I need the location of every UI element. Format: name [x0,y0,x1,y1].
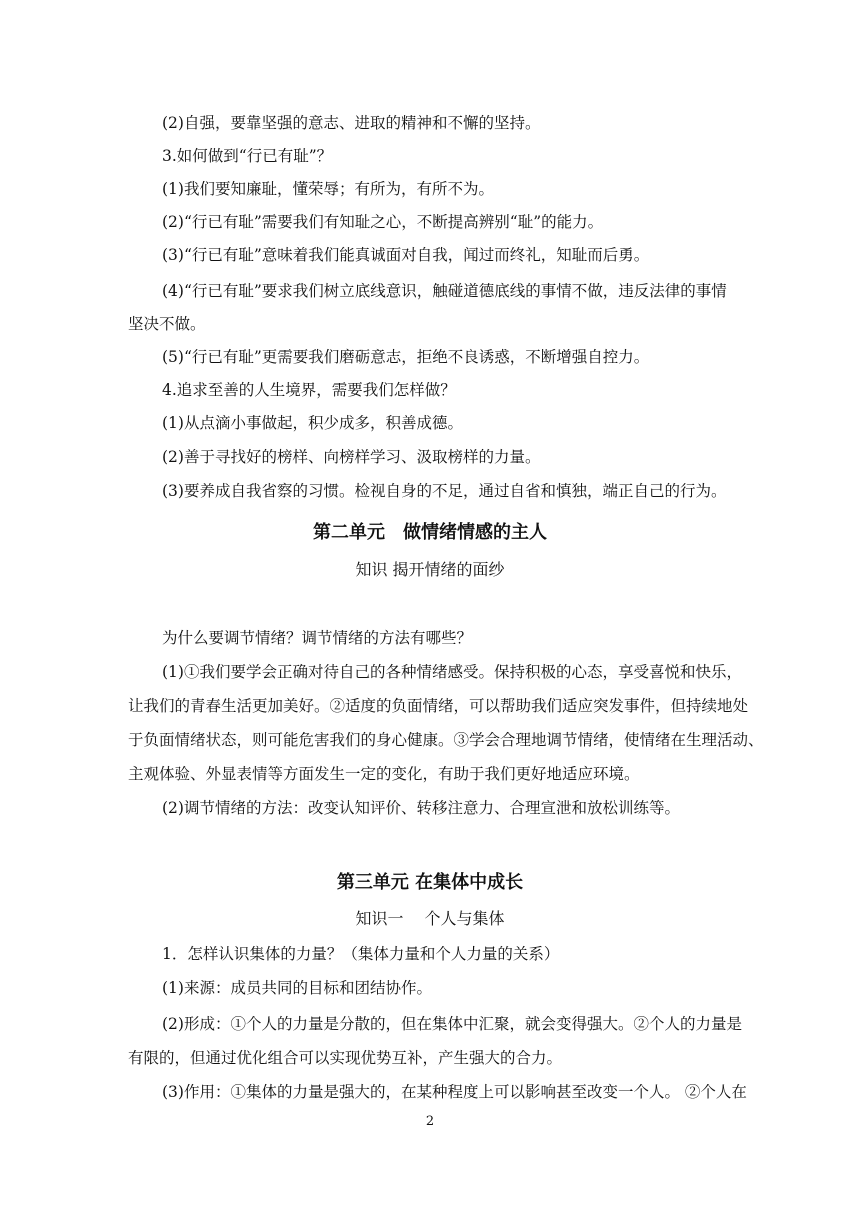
paragraph-continuation: 坚决不做。 [128,315,206,333]
paragraph: (1)来源：成员共同的目标和团结协作。 [162,979,432,997]
paragraph-continuation: 有限的，但通过优化组合可以实现优势互补，产生强大的合力。 [128,1049,563,1067]
paragraph: (5)“行已有耻”更需要我们磨砺意志，拒绝不良诱惑，不断增强自控力。 [162,348,650,366]
paragraph: (2)“行已有耻”需要我们有知耻之心，不断提高辨别“耻”的能力。 [162,213,604,231]
paragraph: (3)要养成自我省察的习惯。检视自身的不足，通过自省和慎独，端正自己的行为。 [162,482,727,500]
paragraph-continuation: 让我们的青春生活更加美好。②适度的负面情绪，可以帮助我们适应突发事件，但持续地处 [128,697,749,715]
question-heading: 3.如何做到“行已有耻”？ [162,147,333,165]
paragraph: (4)“行已有耻”要求我们树立底线意识，触碰道德底线的事情不做，违反法律的事情 [162,282,727,300]
page-number: 2 [425,1114,435,1129]
paragraph: (2)善于寻找好的榜样、向榜样学习、汲取榜样的力量。 [162,448,541,466]
question-heading: 为什么要调节情绪？调节情绪的方法有哪些？ [162,629,473,647]
unit-2-subtitle: 知识 揭开情绪的面纱 [355,560,505,579]
question-heading: 1．怎样认识集体的力量？（集体力量和个人力量的关系） [162,945,560,963]
question-heading: 4.追求至善的人生境界，需要我们怎样做？ [162,381,456,399]
paragraph: (1)从点滴小事做起，积少成多，积善成德。 [162,414,463,432]
paragraph-continuation: 主观体验、外显表情等方面发生一定的变化，有助于我们更好地适应环境。 [128,765,640,783]
unit-3-title: 第三单元 在集体中成长 [336,872,524,893]
paragraph: (3)“行已有耻”意味着我们能真诚面对自我，闻过而终礼，知耻而后勇。 [162,246,650,264]
paragraph: (2)自强，要靠坚强的意志、进取的精神和不懈的坚持。 [162,114,541,132]
unit-2-title: 第二单元 做情绪情感的主人 [313,522,547,543]
paragraph: (3)作用：①集体的力量是强大的，在某种程度上可以影响甚至改变一个人。 ②个人在 [162,1083,747,1101]
paragraph: (1)①我们要学会正确对待自己的各种情绪感受。保持积极的心态，享受喜悦和快乐， [162,663,742,681]
paragraph: (1)我们要知廉耻，懂荣辱；有所为，有所不为。 [162,180,494,198]
paragraph: (2)形成：①个人的力量是分散的，但在集体中汇聚，就会变得强大。②个人的力量是 [162,1015,742,1033]
unit-3-subtitle: 知识一 个人与集体 [355,909,505,928]
paragraph-continuation: 于负面情绪状态，则可能危害我们的身心健康。③学会合理地调节情绪，使情绪在生理活动、 [128,731,764,749]
paragraph: (2)调节情绪的方法：改变认知评价、转移注意力、合理宣泄和放松训练等。 [162,799,680,817]
